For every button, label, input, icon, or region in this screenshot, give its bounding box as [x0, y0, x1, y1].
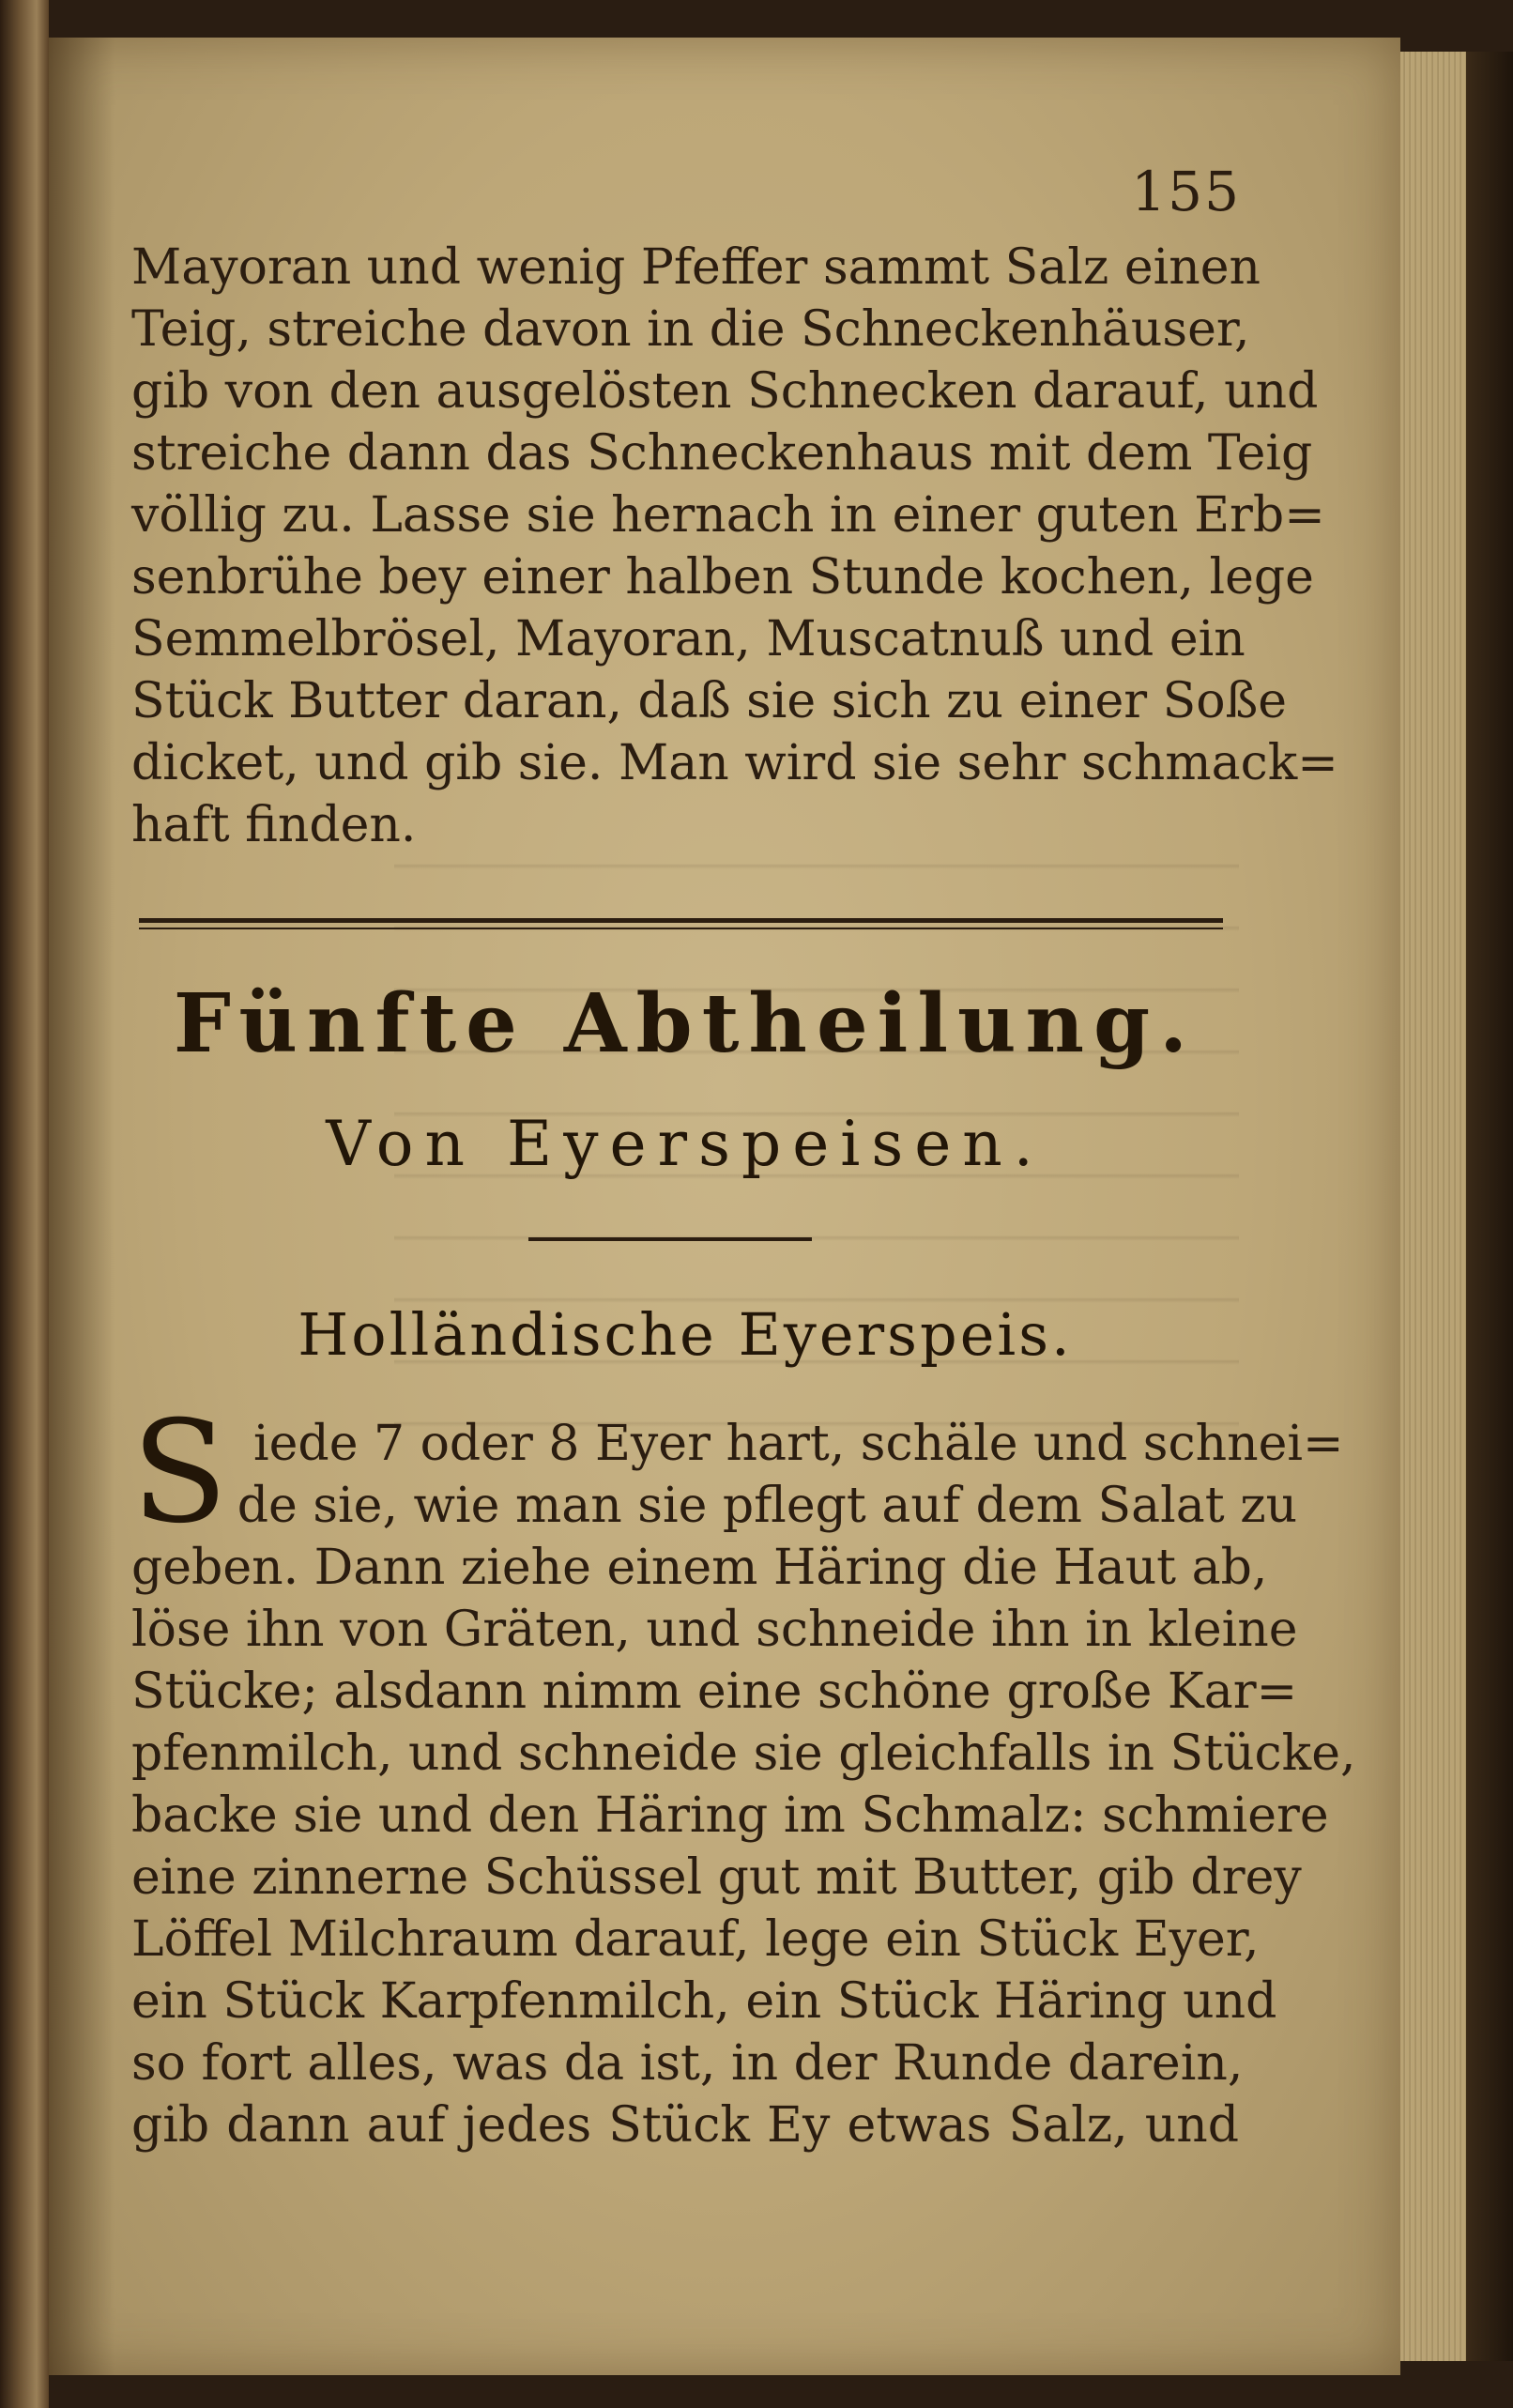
- text-line: ein Stück Karpfenmilch, ein Stück Häring und: [131, 1973, 1277, 2030]
- text-line: so fort alles, was da ist, in der Runde darein,: [131, 2035, 1244, 2092]
- text-line: Stücke; alsdann nimm eine schöne große Kar=: [131, 1664, 1298, 1720]
- text-line: gib dann auf jedes Stück Ey etwas Salz, und: [131, 2097, 1239, 2154]
- subtitle-rule: [528, 1237, 812, 1241]
- facing-page-edge: [0, 0, 49, 2408]
- gutter-shadow: [49, 38, 115, 2375]
- text-line: haft finden.: [131, 797, 417, 853]
- text-line: pfenmilch, und schneide sie gleichfalls in Stücke,: [131, 1725, 1356, 1782]
- text-line: Stück Butter daran, daß sie sich zu einer Soße: [131, 673, 1288, 729]
- page-number: 155: [1131, 160, 1241, 223]
- recipe-title: Holländische Eyerspeis.: [298, 1300, 1073, 1369]
- page-edge-stack: [1400, 52, 1466, 2361]
- top-paragraph: [131, 237, 1338, 856]
- text-line: Semmelbrösel, Mayoran, Muscatnuß und ein: [131, 611, 1246, 667]
- text-line: geben. Dann ziehe einem Häring die Haut ab,: [131, 1540, 1268, 1596]
- text-line: senbrühe bey einer halben Stunde kochen, lege: [131, 549, 1314, 606]
- text-line: Mayoran und wenig Pfeffer sammt Salz einen: [131, 239, 1261, 296]
- text-line: dicket, und gib sie. Man wird sie sehr schmack=: [131, 735, 1338, 791]
- text-line: Teig, streiche davon in die Schneckenhäuser,: [131, 301, 1250, 358]
- section-divider-rule: [139, 918, 1223, 929]
- text-line: eine zinnerne Schüssel gut mit Butter, gib drey: [131, 1849, 1302, 1906]
- text-line: iede 7 oder 8 Eyer hart, schäle und schnei=: [253, 1416, 1344, 1472]
- text-line: gib von den ausgelösten Schnecken darauf, und: [131, 363, 1319, 420]
- text-line: Löffel Milchraum darauf, lege ein Stück Eyer,: [131, 1911, 1260, 1968]
- text-line: löse ihn von Gräten, und schneide ihn in kleine: [131, 1602, 1298, 1658]
- text-line: de sie, wie man sie pflegt auf dem Salat zu: [237, 1478, 1298, 1534]
- section-title: Fünfte Abtheilung.: [173, 976, 1198, 1071]
- text-line: völlig zu. Lasse sie hernach in einer guten Erb=: [131, 487, 1325, 544]
- recipe-paragraph: [131, 1391, 1356, 2156]
- text-line: backe sie und den Häring im Schmalz: schmiere: [131, 1787, 1329, 1844]
- section-subtitle: Von Eyerspeisen.: [326, 1108, 1045, 1180]
- book-cover-edge: [1466, 52, 1513, 2361]
- drop-cap: S: [131, 1391, 228, 1555]
- text-line: streiche dann das Schneckenhaus mit dem Teig: [131, 425, 1313, 482]
